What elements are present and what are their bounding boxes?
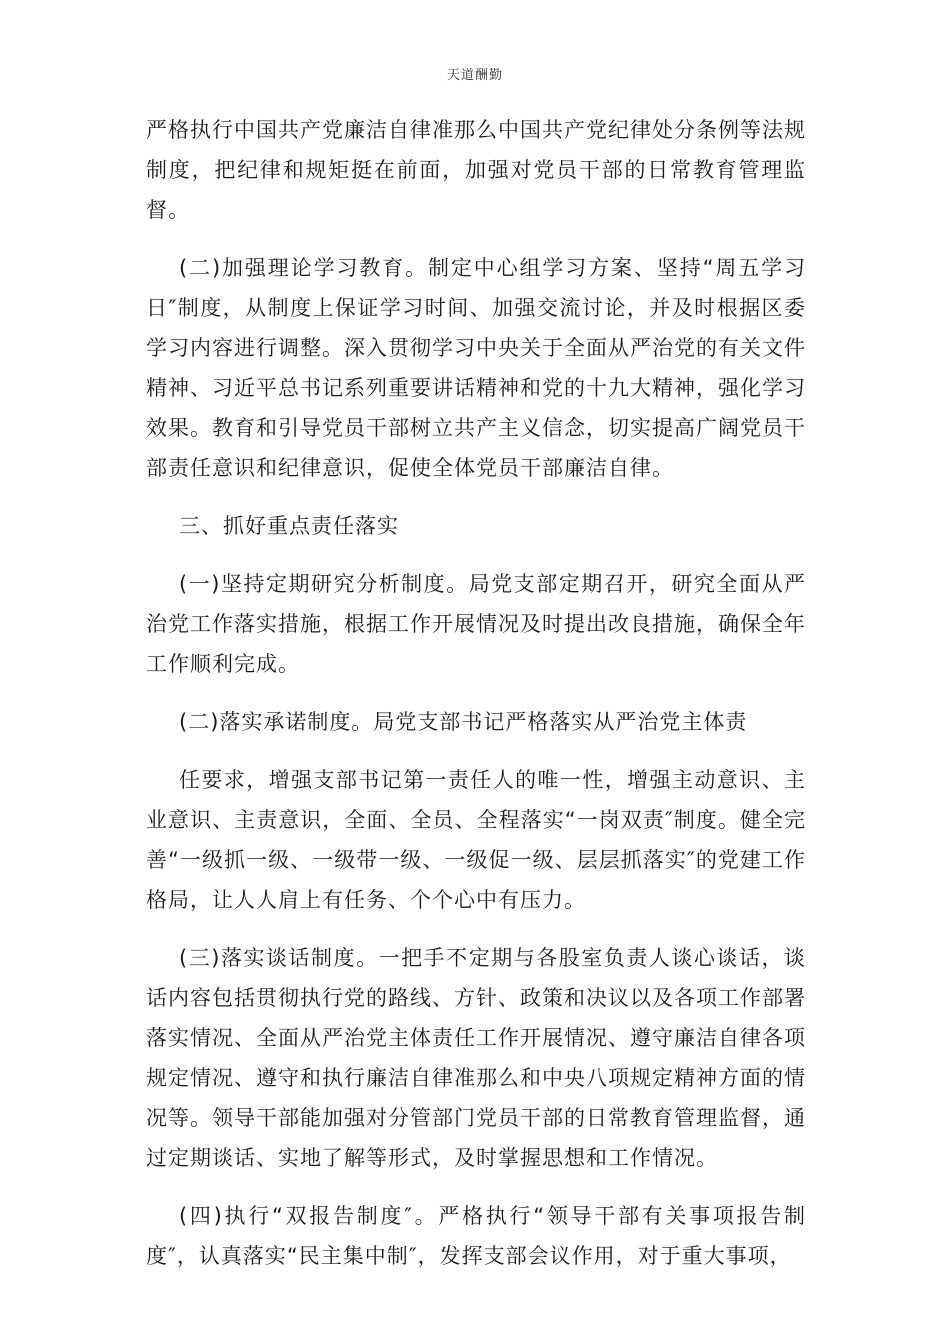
paragraph-responsibility-requirements: 任要求，增强支部书记第一责任人的唯一性，增强主动意识、主业意识、主责意识，全面、全员、全程落实“一岗双责″制度。健全完善“一级抓一级、一级带一级、一级促一级、层层抓落实″的党建工作格局，让人人肩上有任务、个个心中有压力。: [146, 768, 806, 912]
document-body: [146, 110, 806, 1294]
paragraph-talk-system: (三)落实谈话制度。一把手不定期与各股室负责人谈心谈话，谈话内容包括贯彻执行党的路线、方针、政策和决议以及各项工作部署落实情况、全面从严治党主体责任工作开展情况、遵守廉洁自律各项规定情况、遵守和执行廉洁自律准那么和中央八项规定精神方面的情况等。领导干部能加强对分管部门党员干部的日常教育管理监督，通过定期谈话、实地了解等形式，及时掌握思想和工作情况。: [146, 946, 806, 1170]
paragraph-theory-study: (二)加强理论学习教育。制定中心组学习方案、坚持“周五学习日″制度，从制度上保证学习时间、加强交流讨论，并及时根据区委学习内容进行调整。深入贯彻学习中央关于全面从严治党的有关文件精神、习近平总书记系列重要讲话精神和党的十九大精神，强化学习效果。教育和引导党员干部树立共产主义信念，切实提高广阔党员干部责任意识和纪律意识，促使全体党员干部廉洁自律。: [146, 256, 806, 480]
paragraph-discipline-continuation: 严格执行中国共产党廉洁自律准那么中国共产党纪律处分条例等法规制度，把纪律和规矩挺在前面，加强对党员干部的日常教育管理监督。: [146, 118, 806, 222]
paragraph-commitment-system: (二)落实承诺制度。局党支部书记严格落实从严治党主体责: [179, 710, 748, 734]
page-header: 天道酬勤: [446, 68, 503, 83]
section-heading-responsibility: 三、抓好重点责任落实: [179, 514, 399, 538]
paragraph-dual-report: (四)执行“双报告制度″。严格执行“领导干部有关事项报告制度″，认真落实“民主集中制″，发挥支部会议作用，对于重大事项，: [146, 1204, 806, 1268]
paragraph-regular-analysis: (一)坚持定期研究分析制度。局党支部定期召开，研究全面从严治党工作落实措施，根据工作开展情况及时提出改良措施，确保全年工作顺利完成。: [146, 572, 806, 676]
